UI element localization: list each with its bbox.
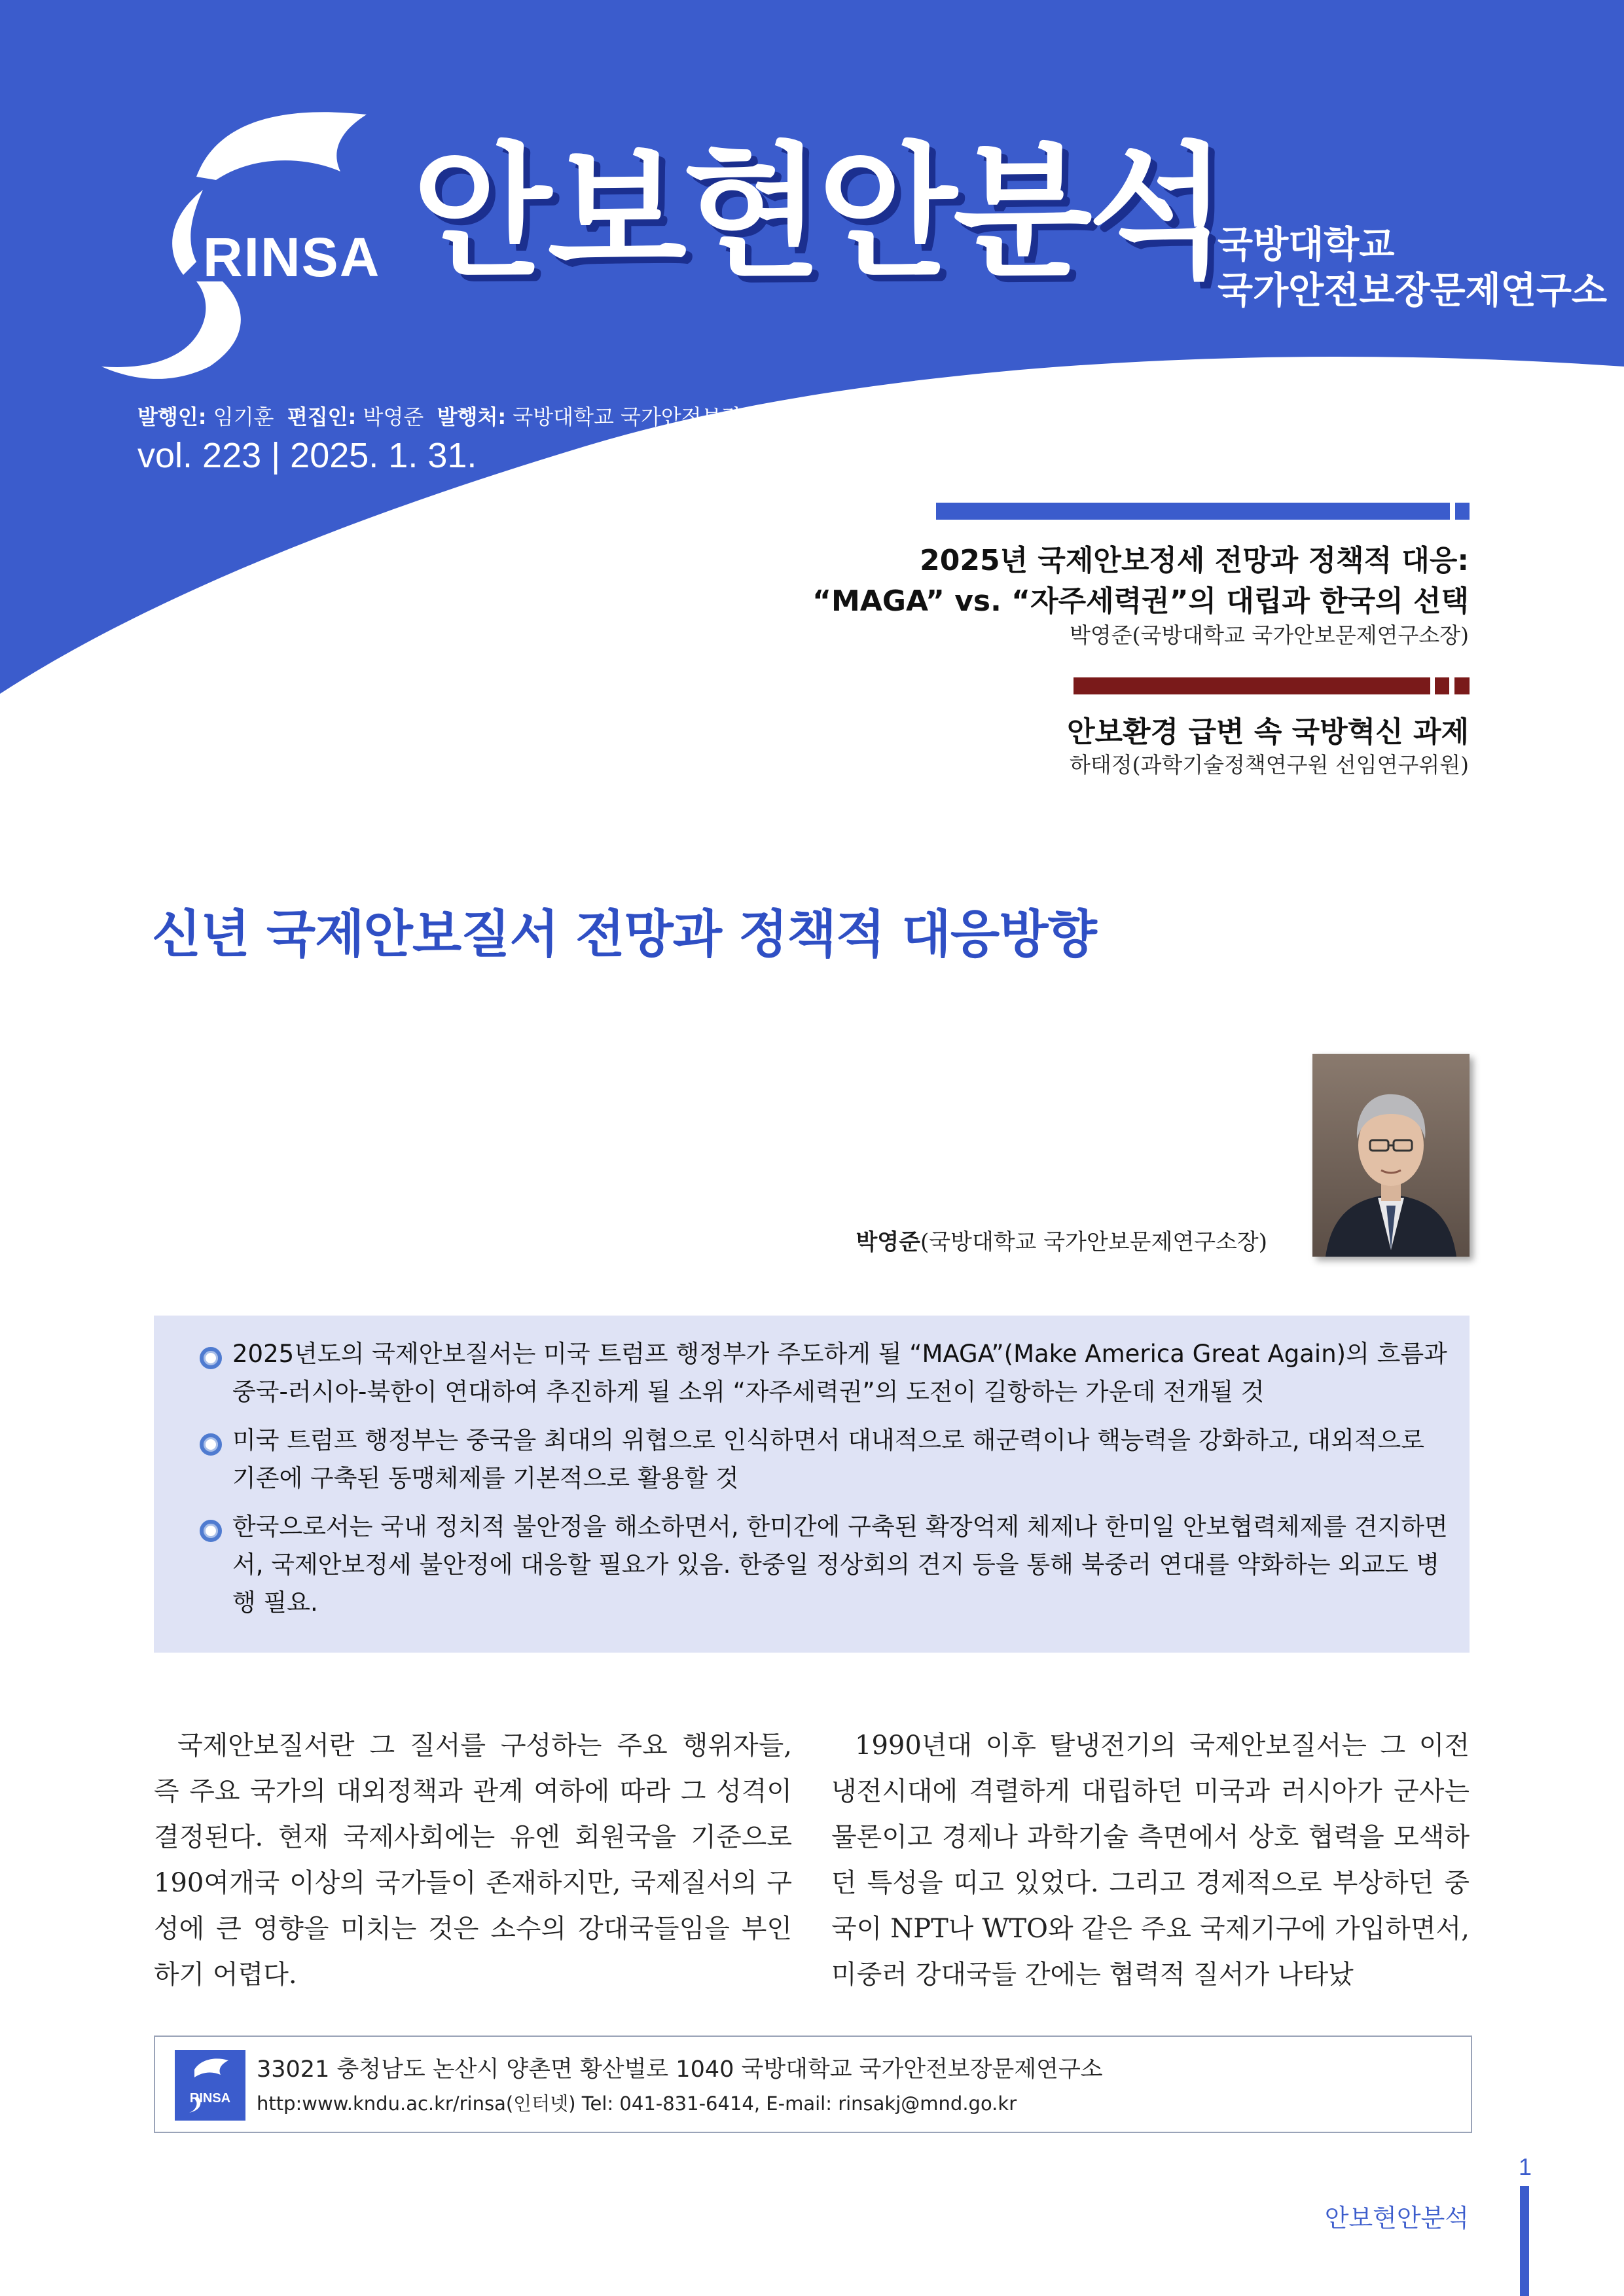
- toc-1-title-line-2[interactable]: “MAGA” vs. “자주세력권”의 대립과 한국의 선택: [812, 584, 1469, 618]
- toc-bar-1: [936, 503, 1470, 520]
- summary-box: [154, 1316, 1470, 1653]
- volume-date: vol. 223 | 2025. 1. 31.: [137, 436, 477, 475]
- summary-item-1: 2025년도의 국제안보질서는 미국 트럼프 행정부가 주도하게 될 “MAGA”(Make America Great Again)의 흐름과 중국-러시아-북한이 연대하여 추진하게 될 소위 “자주세력권”의 도전이 길항하는 가운데 전개될 것: [232, 1340, 1447, 1406]
- footer-logo-icon: [175, 2050, 245, 2121]
- footer-contact[interactable]: http:www.kndu.ac.kr/rinsa(인터넷) Tel: 041-831-6414, E-mail: rinsakj@mnd.go.kr: [257, 2092, 1017, 2115]
- toc-2-author: 하태정(과학기술정책연구원 선임연구위원): [1069, 752, 1469, 778]
- bullet-icon: [200, 1433, 222, 1456]
- footer-logo-text: RINSA: [189, 2091, 231, 2106]
- running-title: 안보현안분석: [1324, 2204, 1469, 2233]
- body-column-right: 1990년대 이후 탈냉전기의 국제안보질서는 그 이전 냉전시대에 격렬하게 대립하던 미국과 러시아가 군사는 물론이고 경제나 과학기술 측면에서 상호 협력을 모색하던 특성을 띠고 있었다. 그리고 경제적으로 부상하던 중국이 NPT나 WTO와 같은 주요 국제기구에 가입하면서, 미중러 강대국들 간에는 협력적 질서가 나타났: [831, 1731, 1470, 1990]
- toc-1-author: 박영준(국방대학교 국가안보문제연구소장): [1069, 622, 1469, 648]
- author-affiliation: (국방대학교 국가안보문제연구소장): [920, 1229, 1267, 1255]
- issuer-label: 발행처:: [437, 404, 507, 429]
- toc-1-title-line-1[interactable]: 2025년 국제안보정세 전망과 정책적 대응:: [920, 544, 1469, 577]
- page-number: 1: [1519, 2153, 1532, 2180]
- editor-name: 박영준: [363, 404, 424, 429]
- publisher-label: 발행인:: [137, 404, 207, 429]
- bullet-icon: [200, 1520, 222, 1542]
- masthead-title: 안보현안분석: [412, 129, 1224, 296]
- footer-address: 33021 충청남도 논산시 양촌면 황산벌로 1040 국방대학교 국가안전보장문제연구소: [257, 2056, 1103, 2083]
- article-title: 신년 국제안보질서 전망과 정책적 대응방향: [152, 905, 1096, 964]
- bullet-icon: [200, 1347, 222, 1369]
- publisher-name: 임기훈: [213, 404, 274, 429]
- toc-bar-2: [1074, 677, 1470, 694]
- page-edge-rule: [1520, 2186, 1529, 2296]
- org-line-2: 국가안전보장문제연구소: [1218, 270, 1608, 312]
- toc-2-title[interactable]: 안보환경 급변 속 국방혁신 과제: [1067, 715, 1469, 749]
- credits-line: [137, 401, 843, 431]
- author-name: 박영준: [856, 1229, 920, 1255]
- publisher-org: [1218, 223, 1607, 314]
- body-column-left: 국제안보질서란 그 질서를 구성하는 주요 행위자들, 즉 주요 국가의 대외정책과 관계 여하에 따라 그 성격이 결정된다. 현재 국제사회에는 유엔 회원국을 기준으로 190여개국 이상의 국가들이 존재하지만, 국제질서의 구성에 큰 영향을 미치는 것은 소수의 강대국들임을 부인하기 어렵다.: [154, 1731, 792, 1990]
- org-line-1: 국방대학교: [1218, 224, 1395, 266]
- summary-item-2: 미국 트럼프 행정부는 중국을 최대의 위협으로 인식하면서 대내적으로 해군력이나 핵능력을 강화하고, 대외적으로 기존에 구축된 동맹체제를 기본적으로 활용할 것: [232, 1426, 1425, 1492]
- editor-label: 편집인:: [287, 404, 357, 429]
- logo-text: RINSA: [203, 226, 381, 288]
- author-caption: [856, 1224, 1267, 1256]
- footer-contact-box: [154, 2036, 1472, 2133]
- issuer-name: 국방대학교 국가안전보장문제연구소: [513, 404, 844, 429]
- author-photo: [1312, 1054, 1470, 1257]
- summary-item-3: 한국으로서는 국내 정치적 불안정을 해소하면서, 한미간에 구축된 확장억제 체제나 한미일 안보협력체제를 견지하면서, 국제안보정세 불안정에 대응할 필요가 있음. 한중일 정상회의 견지 등을 통해 북중러 연대를 약화하는 외교도 병행 필요.: [232, 1513, 1448, 1617]
